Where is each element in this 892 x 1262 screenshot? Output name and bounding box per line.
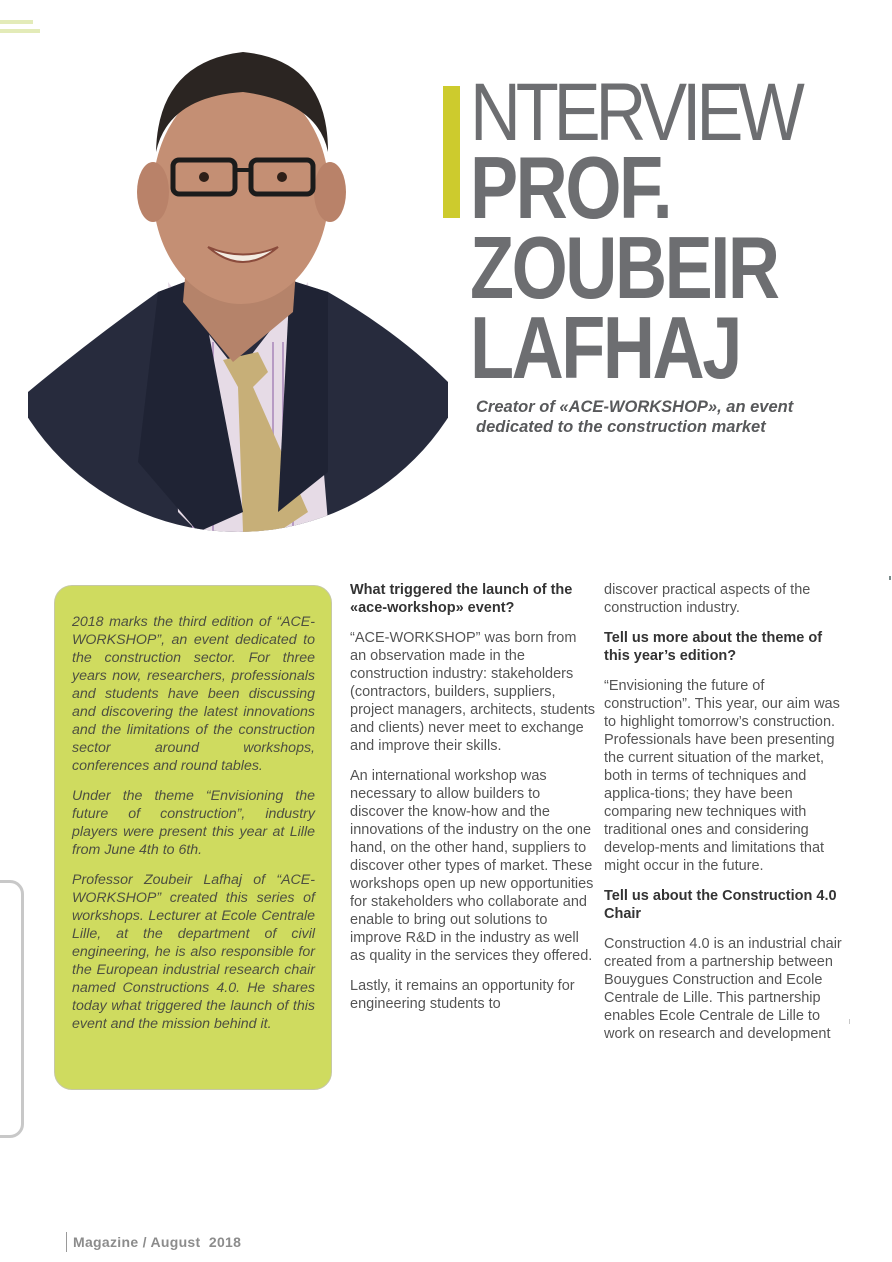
decorative-frame: [0, 880, 24, 1138]
answer-paragraph: discover practical aspects of the construction industry.: [604, 582, 811, 616]
footer: [66, 1232, 241, 1252]
title-line-interview: NTERVIEW: [470, 67, 800, 158]
intro-paragraph: Professor Zoubeir Lafhaj of “ACE-WORKSHOP” created this series of workshops. Lecturer at Ecole Centrale Lille, at the department of civil engineering, he is also responsible for the European industrial research chair named Constructions 4.0. He shares today what triggered the launch of this event and the mission behind it.: [72, 872, 315, 1032]
title-line-prof: PROF.: [470, 138, 671, 237]
intro-paragraph: Under the theme “Envisioning the future of construction”, industry players were present this year at Lille from June 4th to 6th.: [72, 788, 315, 858]
question-heading: Tell us about the Construction 4.0 Chair: [604, 888, 837, 922]
page-title: [470, 67, 853, 397]
answer-paragraph: “ACE-WORKSHOP” was born from an observation made in the construction industry: stakeholders (contractors, builders, suppliers, project managers, architects, students and clients) never meet to exchange and improve their skills.: [350, 630, 596, 754]
title-accent-bar: [443, 86, 460, 218]
answer-paragraph: “Envisioning the future of construction”. This year, our aim was to highlight tomorrow’s construction. Professionals have been presenting the current situation of the market, both in terms of techniques and applica-tions; they have been comparing new techniques with traditional ones and considering develop-ments and limitations that might occur in the future.: [604, 678, 840, 874]
title-line-last-name: LAFHAJ: [470, 298, 740, 397]
answer-paragraph: Lastly, it remains an opportunity for engineering students to: [350, 978, 575, 1012]
question-heading: What triggered the launch of the «ace-workshop» event?: [350, 582, 573, 616]
footer-label: Magazine / August 2018: [73, 1234, 242, 1250]
portrait-photo: [28, 42, 448, 532]
intro-paragraph: 2018 marks the third edition of “ACE-WORKSHOP”, an event dedicated to the construction sector. For three years now, researchers, professionals and students have been discussing and discovering the latest innovations and the limitations of the construction sector around workshops, conferences and round tables.: [72, 614, 315, 774]
article-column-1: [350, 581, 596, 1025]
article-column-2: [604, 581, 850, 1055]
subtitle: Creator of «ACE-WORKSHOP», an event dedicated to the construction market: [476, 398, 794, 436]
title-line-first-name: ZOUBEIR: [470, 218, 778, 317]
answer-paragraph: Construction 4.0 is an industrial chair created from a partnership between Bouygues Construction and Ecole Centrale de Lille. This partnership enables Ecole Centrale de Lille to work on research and development: [604, 936, 842, 1042]
intro-sidebar: [54, 585, 332, 1090]
decorative-line: [0, 20, 33, 24]
question-heading: Tell us more about the theme of this year’s edition?: [604, 630, 823, 664]
portrait-icon: [28, 42, 448, 532]
answer-paragraph: An international workshop was necessary to allow builders to discover the know-how and the innovations of the industry on the one hand, on the other hand, suppliers to discover other types of market. These workshops open up new opportunities for stakeholders who collaborate and enable to bring out solutions to improve R&D in the industry as well as quality in the services they offered.: [350, 768, 594, 964]
edge-mark: [849, 1019, 850, 1024]
edge-mark: [889, 576, 891, 580]
decorative-line: [0, 29, 40, 33]
